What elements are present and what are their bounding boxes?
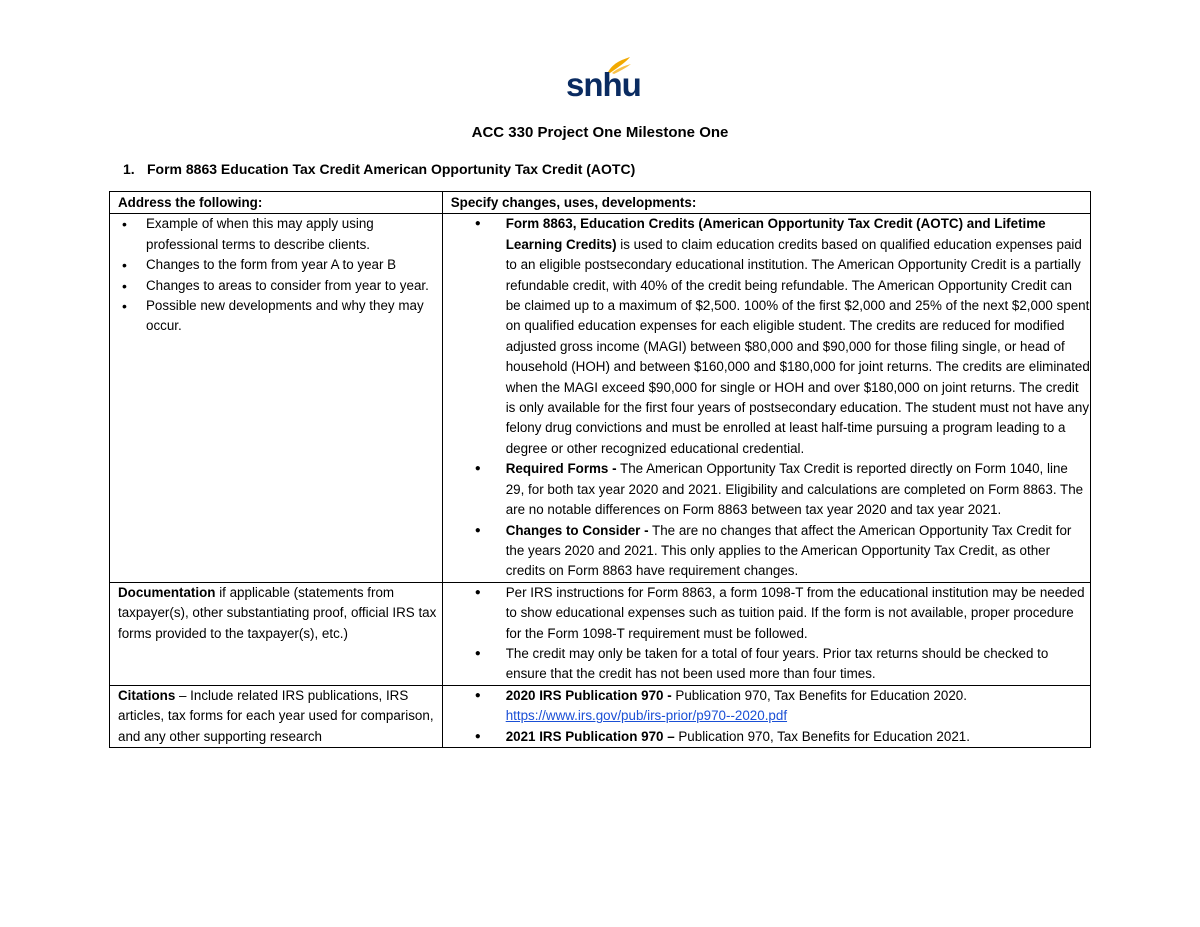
citations-label: Citations	[118, 687, 176, 703]
list-item: • Changes to the form from year A to year B	[118, 255, 442, 275]
table-row	[110, 685, 1091, 747]
section-text: Form 8863 Education Tax Credit American Opportunity Tax Credit (AOTC)	[147, 161, 636, 177]
list-item	[451, 214, 1090, 459]
list-item: ● The credit may only be taken for a total of four years. Prior tax returns should be checked to ensure that the credit has not been used more than four times.	[451, 644, 1090, 685]
list-item	[451, 521, 1090, 582]
logo-wordmark: snhu	[566, 66, 641, 103]
item-heading: 2021 IRS Publication 970 –	[505, 728, 675, 744]
section-number: 1.	[123, 161, 135, 177]
list-item: • Possible new developments and why they may occur.	[118, 296, 442, 337]
row3-left-cell	[110, 685, 443, 747]
item-text: Publication 970, Tax Benefits for Education 2020.	[671, 687, 967, 703]
header-specify: Specify changes, uses, developments:	[442, 192, 1090, 214]
table-header-row	[110, 192, 1091, 214]
row3-right-cell	[442, 685, 1090, 747]
header-address: Address the following:	[110, 192, 443, 214]
snhu-logo	[566, 56, 641, 103]
item-heading: Form 8863, Education Credits (American Opportunity Tax Credit (AOTC) and Lifetime Learning Credits)	[505, 216, 1046, 252]
row1-right-list	[451, 214, 1090, 581]
citations-text: – Include related IRS publications, IRS articles, tax forms for each year used for comparison, and any other supporting research	[118, 687, 434, 744]
item-heading: Required Forms -	[505, 461, 617, 477]
documentation-label: Documentation	[118, 584, 216, 600]
requirements-table	[109, 191, 1091, 748]
row2-right-list	[451, 583, 1090, 685]
row2-right-cell	[442, 582, 1090, 685]
row1-right-cell	[442, 214, 1090, 582]
document-title: ACC 330 Project One Milestone One	[471, 124, 729, 141]
table-row	[110, 582, 1091, 685]
row1-left-list	[118, 214, 442, 336]
list-item: • Changes to areas to consider from year to year.	[118, 276, 442, 296]
item-text: is used to claim education credits based on qualified education expenses paid to an eligible postsecondary educational institution. The American Opportunity Credit is a partially refundable credit, with 40% of the credit being refundable. The American Opportunity Credit can be claimed up to a maximum of $2,500. 100% of the first $2,000 and 25% of the next $2,000 spent on qualified education expenses for each eligible student. The credits are reduced for modified adjusted gross income (MAGI) between $80,000 and $90,000 for those filing single, or head of household (HOH) and between $160,000 and $180,000 for joint returns. The credits are eliminated when the MAGI exceed $90,000 for single or HOH and over $180,000 on joint returns. The credit is only available for the first four years of postsecondary education. The student must not have any felony drug convictions and must be enrolled at least half-time pursuing a program leading to a degree or other recognized educational credential.	[505, 236, 1090, 456]
list-item: ● Per IRS instructions for Form 8863, a form 1098-T from the educational institution may be needed to show educational expenses such as tuition paid. If the form is not available, proper procedure for the Form 1098-T requirement must be followed.	[451, 583, 1090, 644]
item-heading: Changes to Consider -	[505, 522, 649, 538]
section-heading	[123, 161, 635, 177]
publication-970-2020-link[interactable]: https://www.irs.gov/pub/irs-prior/p970--2020.pdf	[505, 708, 788, 724]
list-item	[451, 686, 1090, 727]
list-item	[451, 459, 1090, 520]
row1-left-cell	[110, 214, 443, 582]
row2-left-cell	[110, 582, 443, 685]
item-text: The are no changes that affect the American Opportunity Tax Credit for the years 2020 and 2021. This only applies to the American Opportunity Tax Credit, as other credits on Form 8863 have requirement changes.	[505, 522, 1072, 579]
row3-right-list	[451, 686, 1090, 747]
item-text: Publication 970, Tax Benefits for Education 2021.	[674, 728, 970, 744]
item-heading: 2020 IRS Publication 970 -	[505, 687, 672, 703]
list-item: • Example of when this may apply using professional terms to describe clients.	[118, 214, 442, 255]
documentation-text: if applicable (statements from taxpayer(s), other substantiating proof, official IRS tax forms provided to the taxpayer(s), etc.)	[118, 584, 437, 641]
list-item	[451, 727, 1090, 747]
table-row	[110, 214, 1091, 582]
item-text: The American Opportunity Tax Credit is reported directly on Form 1040, line 29, for both tax year 2020 and 2021. Eligibility and calculations are completed on Form 8863. The are no notable differences on Form 8863 between tax year 2020 and tax year 2021.	[505, 461, 1084, 518]
